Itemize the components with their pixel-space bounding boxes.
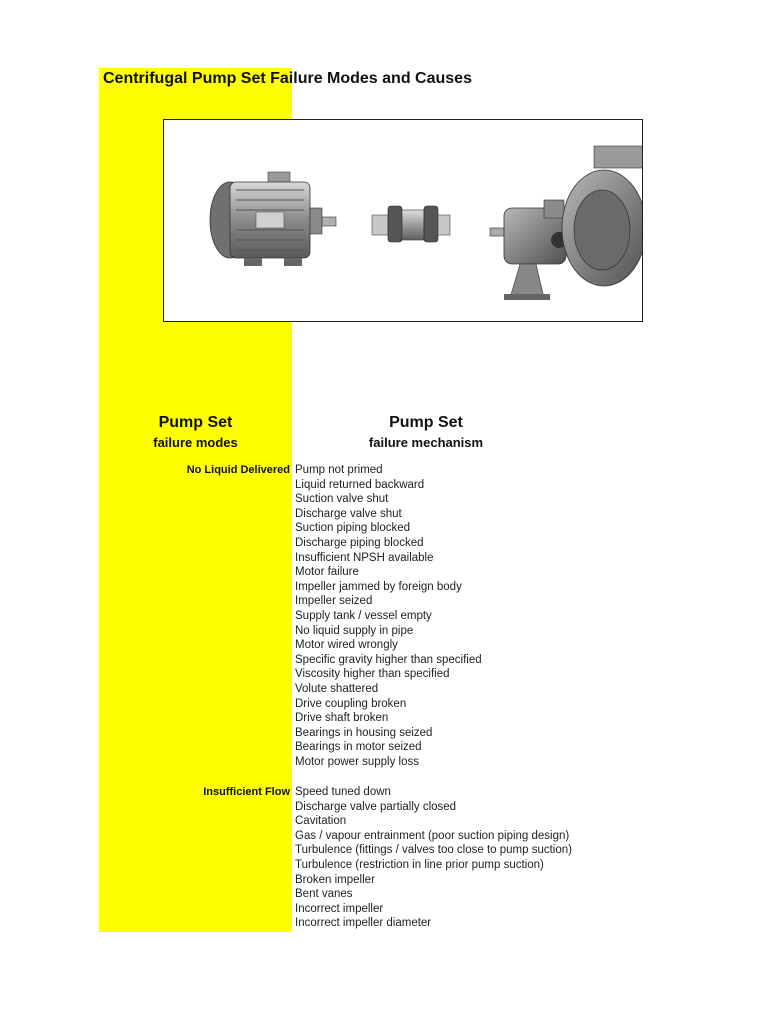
coupling-icon — [372, 206, 450, 242]
mechanism-item: Gas / vapour entrainment (poor suction piping design) — [295, 829, 570, 842]
mechanism-item: Turbulence (restriction in line prior pump suction) — [295, 858, 544, 871]
pump-set-illustration — [164, 120, 643, 322]
mechanism-item: Incorrect impeller — [295, 902, 384, 915]
mechanism-item: Discharge piping blocked — [295, 536, 424, 549]
mechanism-item: Incorrect impeller diameter — [295, 917, 432, 930]
mechanism-list — [295, 785, 572, 931]
mechanism-item: Drive coupling broken — [295, 697, 407, 710]
mechanism-item: Liquid returned backward — [295, 478, 425, 491]
mechanism-item: Discharge valve shut — [295, 507, 402, 520]
mechanism-item: Impeller jammed by foreign body — [295, 580, 462, 593]
motor-icon — [210, 172, 336, 266]
page-title: Centrifugal Pump Set Failure Modes and Causes — [103, 70, 472, 87]
failure-mechanism-header — [293, 414, 559, 450]
mechanism-item: Bearings in motor seized — [295, 741, 422, 754]
mechanism-item: Bent vanes — [295, 888, 353, 901]
mechanism-item: Drive shaft broken — [295, 712, 389, 725]
mechanism-list — [295, 463, 482, 769]
failure-modes-header — [99, 414, 292, 450]
mechanism-item: Supply tank / vessel empty — [295, 609, 432, 622]
failure-mode-label: No Liquid Delivered — [186, 464, 290, 476]
failure-mode-label: Insufficient Flow — [203, 786, 290, 798]
failure-modes-title: Pump Set — [158, 414, 233, 431]
mechanism-item: Specific gravity higher than specified — [295, 653, 482, 666]
mechanism-item: Motor power supply loss — [295, 755, 419, 768]
mechanism-item: Suction piping blocked — [295, 522, 411, 535]
pump-icon — [490, 146, 643, 300]
mechanism-item: Pump not primed — [295, 464, 383, 476]
mechanism-item: Insufficient NPSH available — [295, 551, 434, 564]
mechanism-item: Discharge valve partially closed — [295, 800, 457, 813]
mechanism-item: Impeller seized — [295, 595, 373, 608]
failure-modes-subtitle: failure modes — [153, 435, 238, 450]
mechanism-item: Motor failure — [295, 566, 359, 579]
mechanism-item: Cavitation — [295, 815, 347, 828]
mechanism-item: Bearings in housing seized — [295, 726, 433, 739]
mechanism-item: No liquid supply in pipe — [295, 624, 414, 637]
failure-mechanism-subtitle: failure mechanism — [368, 435, 484, 450]
mechanism-item: Motor wired wrongly — [295, 639, 398, 652]
mechanism-item: Suction valve shut — [295, 493, 389, 506]
mechanism-item: Turbulence (fittings / valves too close to pump suction) — [295, 844, 572, 857]
mechanism-item: Viscosity higher than specified — [295, 668, 450, 681]
mechanism-item: Broken impeller — [295, 873, 375, 886]
mechanism-item: Volute shattered — [295, 682, 379, 695]
mechanism-item: Speed tuned down — [295, 786, 391, 798]
pump-set-image — [163, 119, 643, 322]
failure-mechanism-title: Pump Set — [389, 414, 463, 431]
